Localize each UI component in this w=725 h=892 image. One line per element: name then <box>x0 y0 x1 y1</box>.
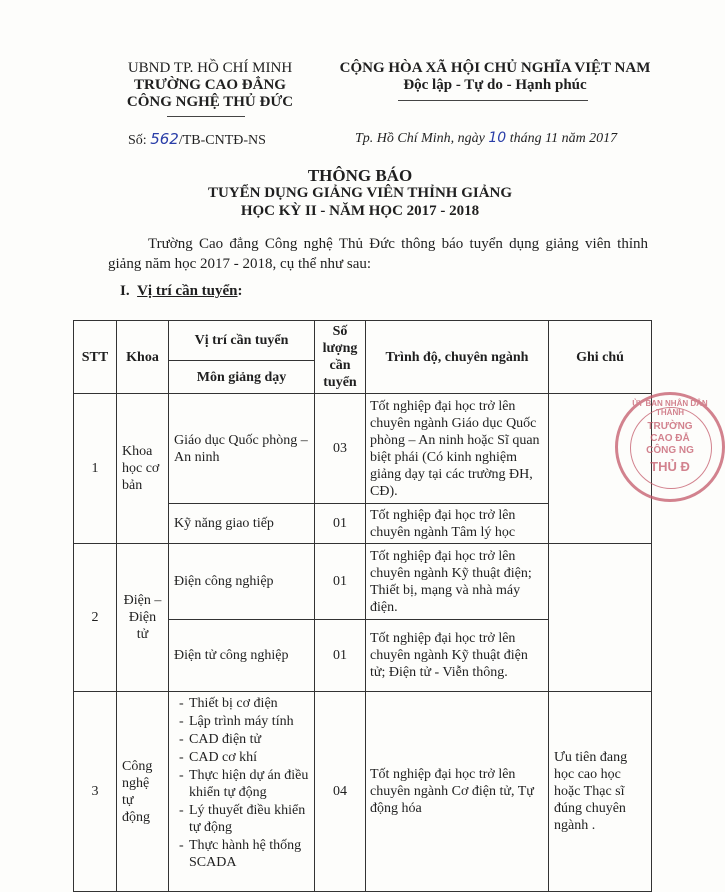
cell-khoa: Công nghệ tự động <box>117 692 169 892</box>
cell-soluong: 01 <box>315 544 366 620</box>
header-soluong: Số lượng cần tuyển <box>315 321 366 394</box>
seal-text-2: CAO ĐẲ <box>650 433 690 444</box>
issuer-block <box>110 60 310 111</box>
date-prefix: Tp. Hồ Chí Minh, ngày <box>355 131 489 146</box>
cell-stt: 3 <box>74 692 117 892</box>
seal-ring-text: ỦY BAN NHÂN DÂN THÀNH <box>632 399 708 417</box>
issuer-name-1: TRƯỜNG CAO ĐẲNG <box>134 77 286 93</box>
cell-ghichu <box>549 544 652 692</box>
date-rest: tháng 11 năm 2017 <box>506 131 618 146</box>
motto-underline <box>398 100 588 101</box>
cell-trinhdo: Tốt nghiệp đại học trở lên chuyên ngành Cơ điện tử, Tự động hóa <box>366 692 549 892</box>
cell-soluong: 01 <box>315 504 366 544</box>
doc-term: HỌC KỲ II - NĂM HỌC 2017 - 2018 <box>240 203 480 219</box>
table-row <box>74 692 652 892</box>
cell-mon: Điện tử công nghiệp <box>169 620 315 692</box>
cell-mon: Kỹ năng giao tiếp <box>169 504 315 544</box>
seal-text-1: TRƯỜNG <box>647 421 693 432</box>
header-ghichu: Ghi chú <box>549 321 652 394</box>
header-mon: Môn giảng dạy <box>169 361 315 394</box>
cell-khoa: Khoa học cơ bản <box>117 394 169 544</box>
list-item: - Thực hành hệ thống SCADA <box>179 837 309 871</box>
issuer-name-2: CÔNG NGHỆ THỦ ĐỨC <box>126 94 294 110</box>
cell-soluong: 04 <box>315 692 366 892</box>
cell-mon-list <box>169 692 315 892</box>
list-item: - Thực hiện dự án điều khiển tự động <box>179 767 309 801</box>
cell-trinhdo: Tốt nghiệp đại học trở lên chuyên ngành Kỹ thuật điện tử; Điện tử - Viễn thông. <box>366 620 549 692</box>
cell-stt: 2 <box>74 544 117 692</box>
table-row <box>74 544 652 620</box>
header-stt: STT <box>74 321 117 394</box>
cell-mon: Điện công nghiệp <box>169 544 315 620</box>
subject-list <box>169 695 309 871</box>
document-number-handwritten: 562 <box>150 130 179 148</box>
cell-trinhdo: Tốt nghiệp đại học trở lên chuyên ngành Tâm lý học <box>366 504 549 544</box>
document-date <box>355 130 617 147</box>
doc-title: THÔNG BÁO <box>307 166 413 185</box>
national-name: CỘNG HÒA XÃ HỘI CHỦ NGHĨA VIỆT NAM <box>339 60 651 76</box>
header-khoa: Khoa <box>117 321 169 394</box>
section-number: I. <box>120 283 130 299</box>
section-colon: : <box>237 283 243 299</box>
document-number <box>128 130 266 149</box>
issuer-underline <box>167 116 245 117</box>
cell-stt: 1 <box>74 394 117 544</box>
cell-soluong: 03 <box>315 394 366 504</box>
table-row <box>74 394 652 504</box>
doc-subtitle: TUYỂN DỤNG GIẢNG VIÊN THỈNH GIẢNG <box>207 185 513 201</box>
document-number-suffix: /TB-CNTĐ-NS <box>178 133 266 148</box>
table-header-row <box>74 321 652 361</box>
cell-khoa: Điện – Điện tử <box>117 544 169 692</box>
list-item: - CAD cơ khí <box>179 749 309 766</box>
list-item: - Lập trình máy tính <box>179 713 309 730</box>
seal-text-3: CÔNG NG <box>646 445 694 456</box>
cell-trinhdo: Tốt nghiệp đại học trở lên chuyên ngành Kỹ thuật điện; Thiết bị, mạng và nhà máy điện. <box>366 544 549 620</box>
document-number-prefix: Số: <box>128 133 151 148</box>
date-day-handwritten: 10 <box>488 130 507 146</box>
cell-trinhdo: Tốt nghiệp đại học trở lên chuyên ngành Giáo dục Quốc phòng – An ninh hoặc Sĩ quan biệt phái (Có kinh nghiệm giảng dạy tại các trường ĐH, CĐ). <box>366 394 549 504</box>
cell-mon: Giáo dục Quốc phòng – An ninh <box>169 394 315 504</box>
list-item: - Lý thuyết điều khiển tự động <box>179 802 309 836</box>
header-vitri: Vị trí cần tuyển <box>169 321 315 361</box>
issuer-parent: UBND TP. HỒ CHÍ MINH <box>127 60 293 76</box>
cell-ghichu: Ưu tiên đang học cao học hoặc Thạc sĩ đúng chuyên ngành . <box>549 692 652 892</box>
section-label: Vị trí cần tuyển <box>137 283 238 299</box>
national-motto: Độc lập - Tự do - Hạnh phúc <box>403 77 587 93</box>
list-item: - CAD điện tử <box>179 731 309 748</box>
seal-text-4: THỦ Đ <box>650 459 690 474</box>
list-item: - Thiết bị cơ điện <box>179 695 309 712</box>
official-seal-stamp <box>615 392 725 502</box>
section-heading <box>120 283 243 300</box>
header-trinhdo: Trình độ, chuyên ngành <box>366 321 549 394</box>
positions-table <box>73 320 652 892</box>
national-motto-block <box>325 60 665 94</box>
cell-soluong: 01 <box>315 620 366 692</box>
intro-paragraph: Trường Cao đẳng Công nghệ Thủ Đức thông báo tuyển dụng giảng viên thỉnh giảng năm học 2017 - 2018, cụ thể như sau: <box>108 236 648 272</box>
